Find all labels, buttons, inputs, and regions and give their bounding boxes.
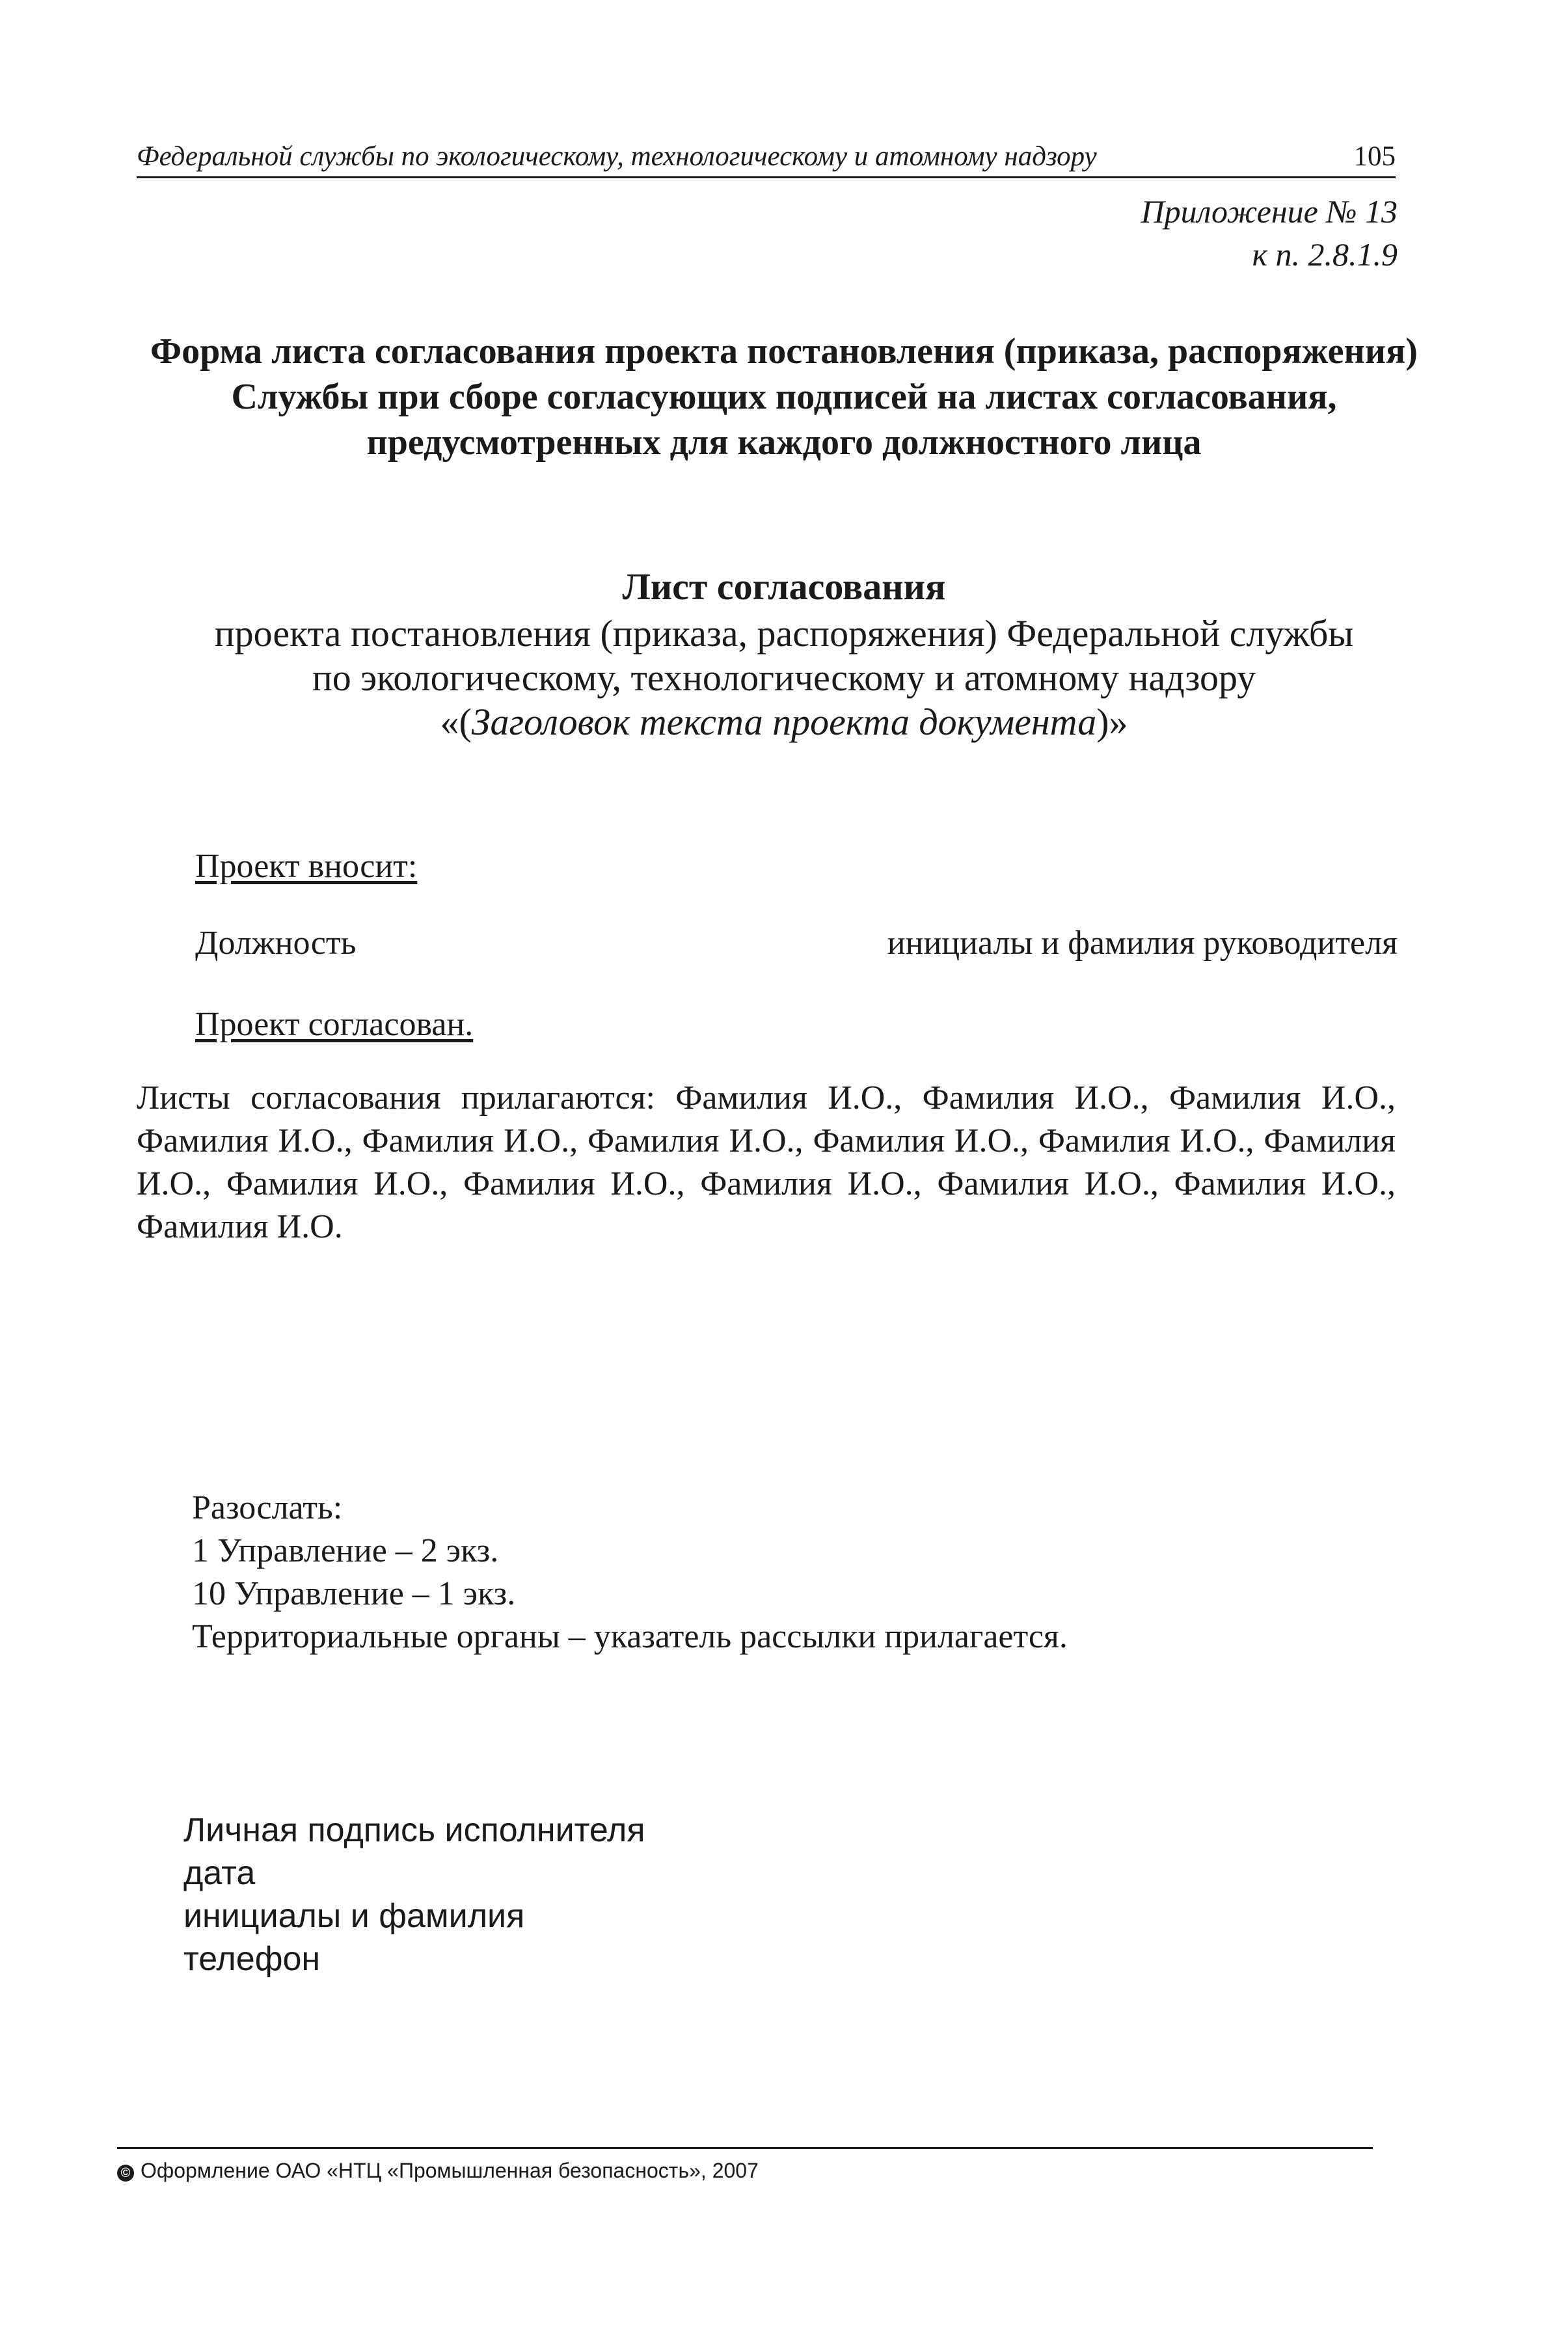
document-title-line bbox=[0, 700, 1568, 744]
footer bbox=[117, 2159, 759, 2183]
submitted-label: Проект вносит: bbox=[195, 848, 418, 885]
distribution-item: 10 Управление – 1 экз. bbox=[192, 1575, 516, 1612]
executor-block bbox=[183, 1809, 645, 1981]
executor-date: дата bbox=[183, 1854, 256, 1892]
form-title-line-2: Службы при сборе согласующих подписей на листах согласования, bbox=[231, 377, 1337, 417]
appendix-number: Приложение № 13 bbox=[1141, 193, 1398, 230]
appendix-clause: к п. 2.8.1.9 bbox=[1252, 236, 1398, 273]
head-name-placeholder: инициалы и фамилия руководителя bbox=[887, 925, 1398, 962]
attached-sheets-text: Листы согласования прилагаются: Фамилия И.О., Фамилия И.О., Фамилия И.О., Фамилия И.О., Фамилия И.О., Фамилия И.О., Фамилия И.О., Фамилия И.О., Фамилия И.О., Фамилия И.О., Фамилия И.О., Фамилия И.О., Фамилия И.О., Фамилия И.О., Фамилия И.О. bbox=[137, 1079, 1396, 1245]
copyright-icon: © bbox=[117, 2165, 134, 2182]
appendix-reference bbox=[1141, 190, 1398, 276]
form-title-line-3: предусмотренных для каждого должностного лица bbox=[366, 422, 1202, 463]
form-title-line-1: Форма листа согласования проекта постановления (приказа, распоряжения) bbox=[150, 331, 1418, 372]
executor-signature: Личная подпись исполнителя bbox=[183, 1811, 645, 1849]
sheet-subtitle bbox=[0, 612, 1568, 744]
footer-divider bbox=[117, 2147, 1373, 2149]
agreed-label: Проект согласован. bbox=[195, 1006, 474, 1043]
sheet-title: Лист согласования bbox=[622, 565, 946, 608]
document-title-placeholder: Заголовок текста проекта документа bbox=[471, 701, 1097, 743]
form-title bbox=[0, 329, 1568, 465]
sheet-subtitle-line-2: по экологическому, технологическому и атомному надзору bbox=[312, 656, 1256, 699]
sheet-subtitle-line-1: проекта постановления (приказа, распоряжения) Федеральной службы bbox=[214, 612, 1354, 655]
distribution-item: Территориальные органы – указатель рассылки прилагается. bbox=[192, 1618, 1068, 1655]
distribution-block bbox=[192, 1487, 1068, 1658]
quote-close: )» bbox=[1096, 701, 1128, 743]
footer-text: Оформление ОАО «НТЦ «Промышленная безопасность», 2007 bbox=[141, 2159, 759, 2182]
running-title: Федеральной службы по экологическому, технологическому и атомному надзору bbox=[137, 141, 1097, 172]
executor-phone: телефон bbox=[183, 1940, 321, 1978]
distribution-label: Разослать: bbox=[192, 1489, 343, 1526]
running-header bbox=[137, 133, 1396, 178]
position-label: Должность bbox=[195, 925, 357, 962]
executor-name: инициалы и фамилия bbox=[183, 1897, 525, 1935]
quote-open: «( bbox=[440, 701, 472, 743]
distribution-item: 1 Управление – 2 экз. bbox=[192, 1532, 499, 1569]
page-number: 105 bbox=[1353, 141, 1396, 172]
